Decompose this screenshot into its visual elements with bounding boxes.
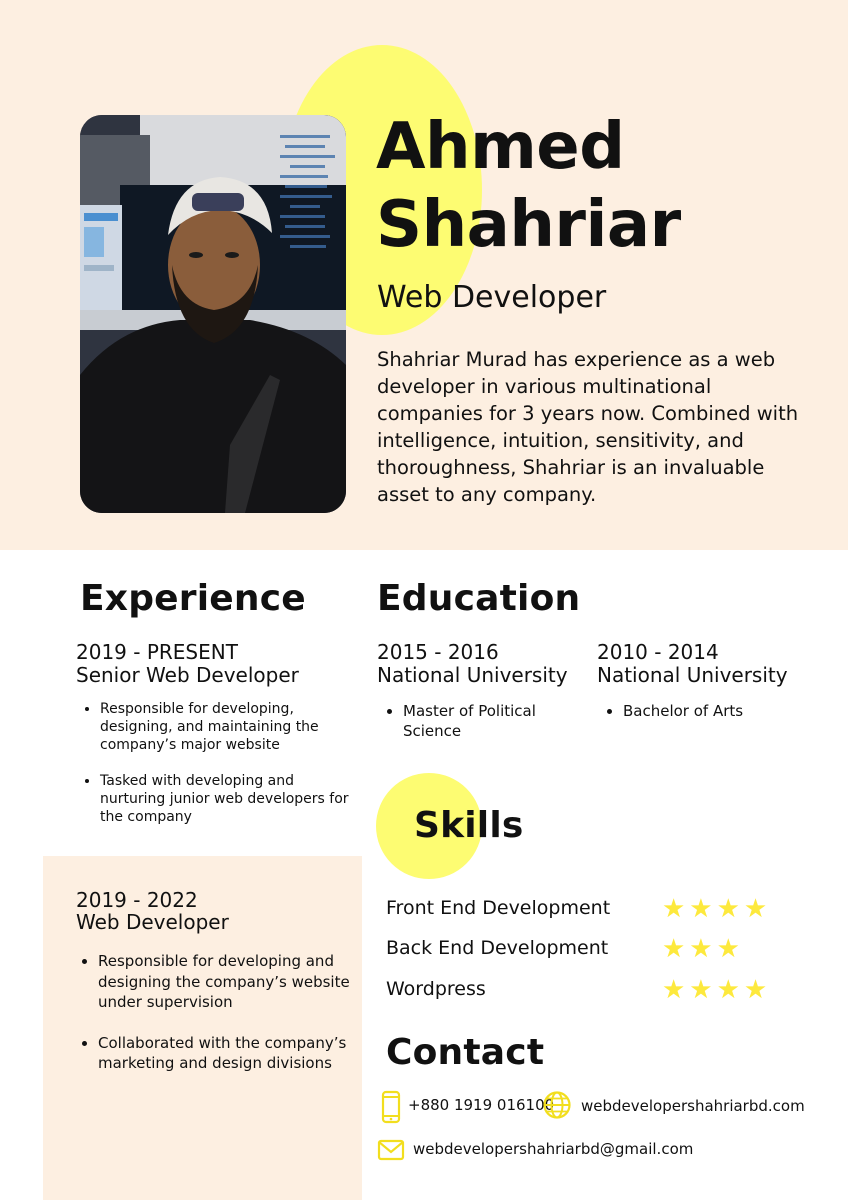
skill-label-wordpress: Wordpress: [386, 978, 486, 1000]
experience-1-period: 2019 - PRESENT: [76, 640, 238, 664]
experience-1-title: Senior Web Developer: [76, 663, 299, 687]
skills-heading: Skills: [414, 805, 524, 846]
first-name: Ahmed: [376, 110, 625, 184]
list-item: • Responsible for developing, designing, and maintaining the company’s major website: [100, 700, 352, 754]
contact-email[interactable]: webdevelopershahriarbd@gmail.com: [413, 1140, 694, 1158]
profile-photo: [80, 115, 346, 513]
education-heading: Education: [377, 578, 581, 619]
experience-heading: Experience: [80, 578, 306, 619]
contact-phone[interactable]: +880 1919 016100: [408, 1096, 555, 1114]
experience-2-period: 2019 - 2022: [76, 888, 198, 912]
education-1-school: National University: [377, 663, 568, 687]
phone-icon: [380, 1090, 402, 1124]
list-item: • Bachelor of Arts: [623, 701, 823, 721]
list-item: • Master of Political Science: [403, 701, 573, 741]
education-2-school: National University: [597, 663, 788, 687]
skill-label-back-end: Back End Development: [386, 937, 609, 959]
job-role: Web Developer: [377, 280, 607, 315]
skill-rating-front-end: ★★★★: [662, 894, 772, 924]
contact-website[interactable]: webdevelopershahriarbd.com: [581, 1097, 805, 1115]
list-item: • Collaborated with the company’s marketing and design divisions: [98, 1033, 360, 1074]
education-2-bullets: [601, 701, 823, 721]
mail-icon: [377, 1139, 405, 1161]
hero-section: [0, 0, 848, 550]
education-1-bullets: [381, 701, 573, 741]
skill-label-front-end: Front End Development: [386, 897, 611, 919]
skill-rating-back-end: ★★★: [662, 934, 744, 964]
bio-text: Shahriar Murad has experience as a web developer in various multinational companies for 3 years now. Combined with intelligence, intuition, sensitivity, and thoroughness, Shahriar is an invaluable asset to any company.: [377, 348, 799, 506]
globe-icon: [542, 1090, 572, 1120]
skill-rating-wordpress: ★★★★: [662, 975, 772, 1005]
experience-1-bullets: [78, 700, 352, 826]
education-1-period: 2015 - 2016: [377, 640, 499, 664]
last-name: Shahriar: [376, 188, 681, 262]
education-2-period: 2010 - 2014: [597, 640, 719, 664]
contact-heading: Contact: [386, 1032, 545, 1073]
experience-2-bullets: [76, 951, 360, 1074]
list-item: • Responsible for developing and designing the company’s website under supervision: [98, 951, 360, 1013]
list-item: • Tasked with developing and nurturing junior web developers for the company: [100, 772, 352, 826]
experience-2-title: Web Developer: [76, 910, 229, 934]
profile-photo-illustration: [80, 115, 346, 513]
full-name: [376, 108, 681, 264]
